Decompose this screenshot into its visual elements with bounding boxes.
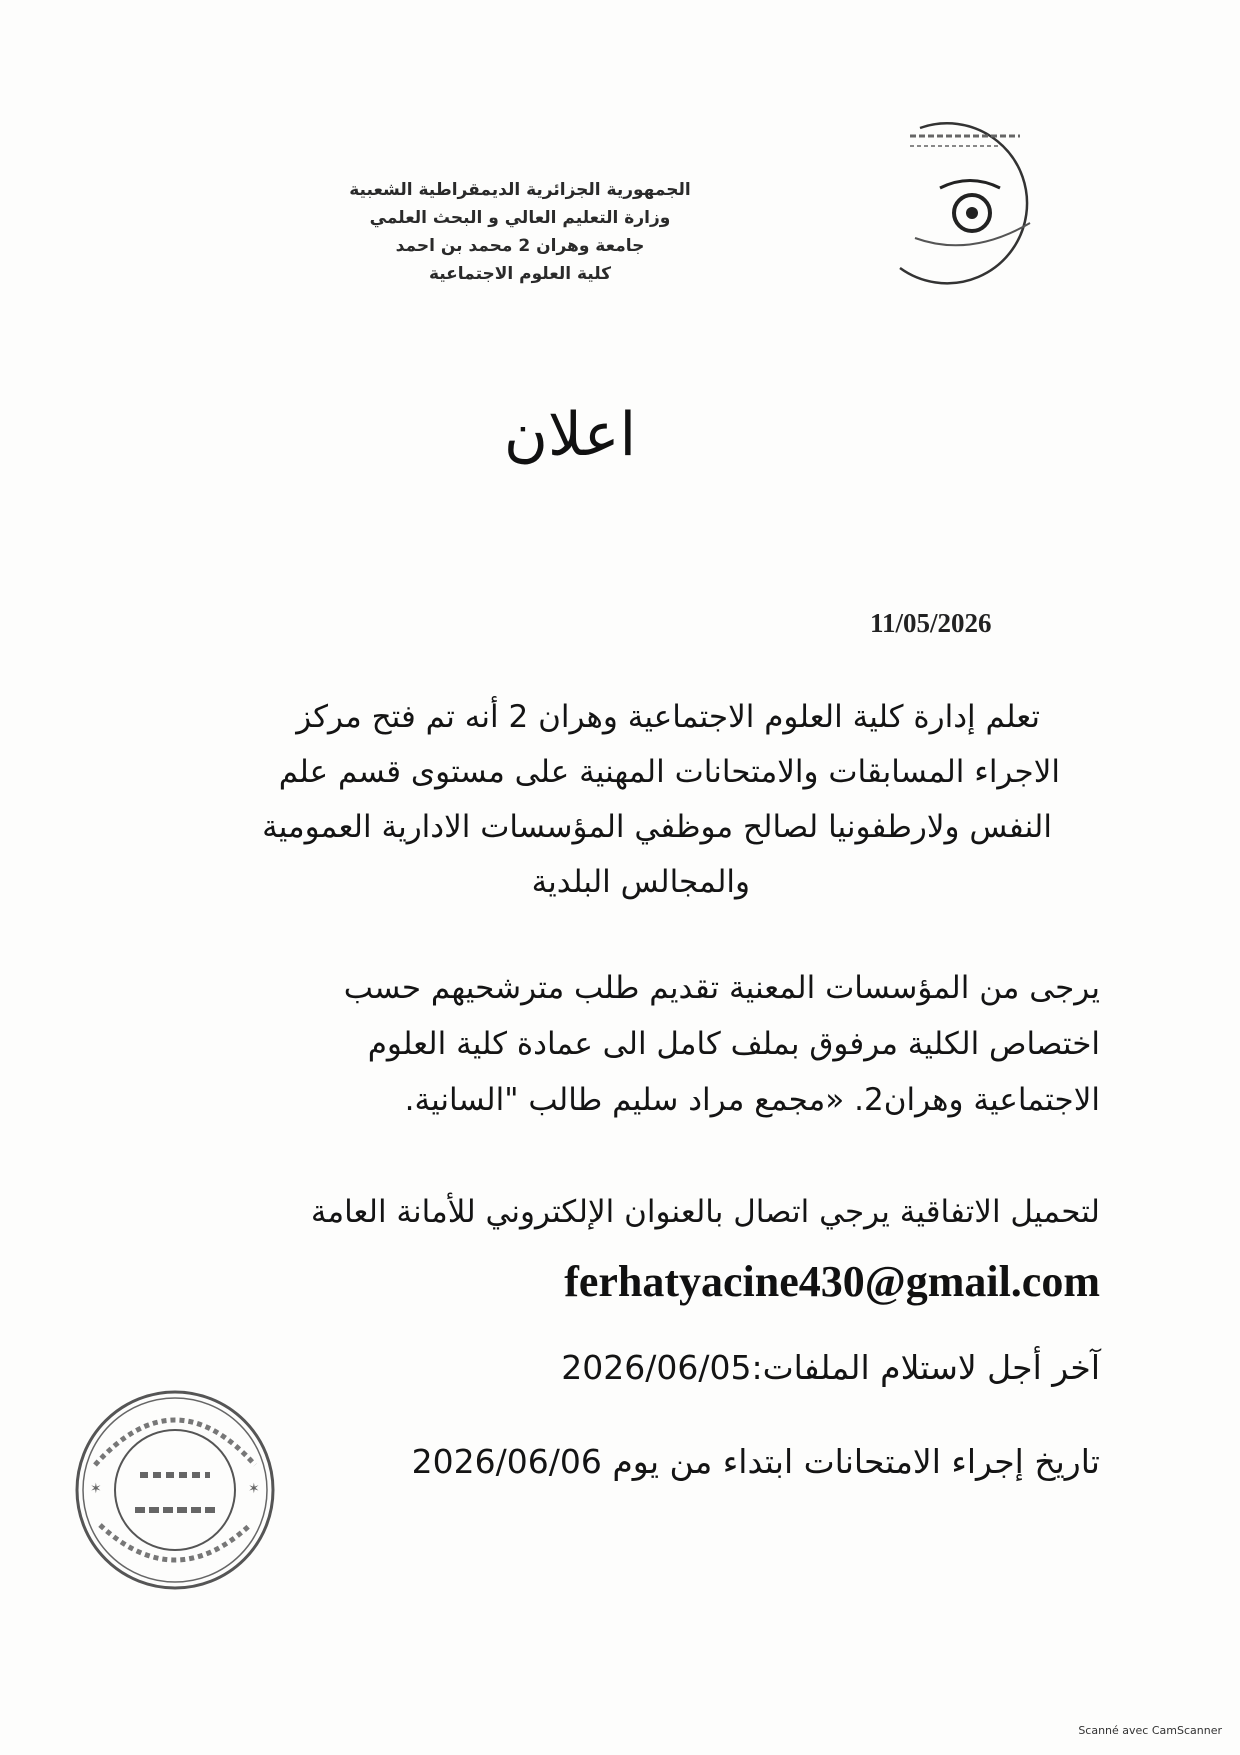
letterhead-faculty: كلية العلوم الاجتماعية	[428, 264, 612, 284]
paragraph-request	[344, 960, 1100, 1128]
paragraph-line: الاجتماعية وهران2. «مجمع مراد سليم طالب "السانية.	[404, 1082, 1100, 1118]
contact-email: ferhatyacine430@gmail.com	[564, 1257, 1100, 1306]
paragraph-opening	[262, 690, 1060, 910]
paragraph-line: يرجى من المؤسسات المعنية تقديم طلب مترشحيهم حسب	[343, 970, 1100, 1006]
scanner-credit: Scanné avec CamScanner	[1078, 1724, 1222, 1737]
paragraph-contact	[311, 1184, 1100, 1240]
announcement-date: 11/05/2026	[870, 608, 992, 638]
paragraph-line: النفس ولارطفونيا لصالح موظفي المؤسسات الادارية العمومية	[262, 809, 1052, 845]
letterhead-university: جامعة وهران 2 محمد بن احمد	[395, 236, 645, 256]
submission-deadline: آخر أجل لاستلام الملفات:2026/06/05	[561, 1348, 1100, 1387]
letterhead-country: الجمهورية الجزائرية الديمقراطية الشعبية	[349, 180, 691, 200]
announcement-title: اعلان	[503, 400, 637, 470]
svg-text:✶: ✶	[248, 1481, 260, 1497]
svg-text:✶: ✶	[90, 1481, 102, 1497]
official-stamp	[70, 1385, 280, 1595]
exam-start-date: تاريخ إجراء الامتحانات ابتداء من يوم 2026/06/06	[411, 1442, 1100, 1481]
paragraph-line: لتحميل الاتفاقية يرجي اتصال بالعنوان الإلكتروني للأمانة العامة	[310, 1194, 1100, 1230]
paragraph-line: اختصاص الكلية مرفوق بملف كامل الى عمادة كلية العلوم	[367, 1026, 1100, 1062]
paragraph-line: والمجالس البلدية	[531, 864, 750, 900]
letterhead-ministry: وزارة التعليم العالي و البحث العلمي	[369, 208, 671, 228]
university-logo	[880, 118, 1060, 288]
paragraph-line: تعلم إدارة كلية العلوم الاجتماعية وهران 2 أنه تم فتح مركز	[296, 699, 1040, 735]
paragraph-line: الاجراء المسابقات والامتحانات المهنية على مستوى قسم علم	[278, 754, 1060, 790]
letterhead	[270, 176, 770, 288]
